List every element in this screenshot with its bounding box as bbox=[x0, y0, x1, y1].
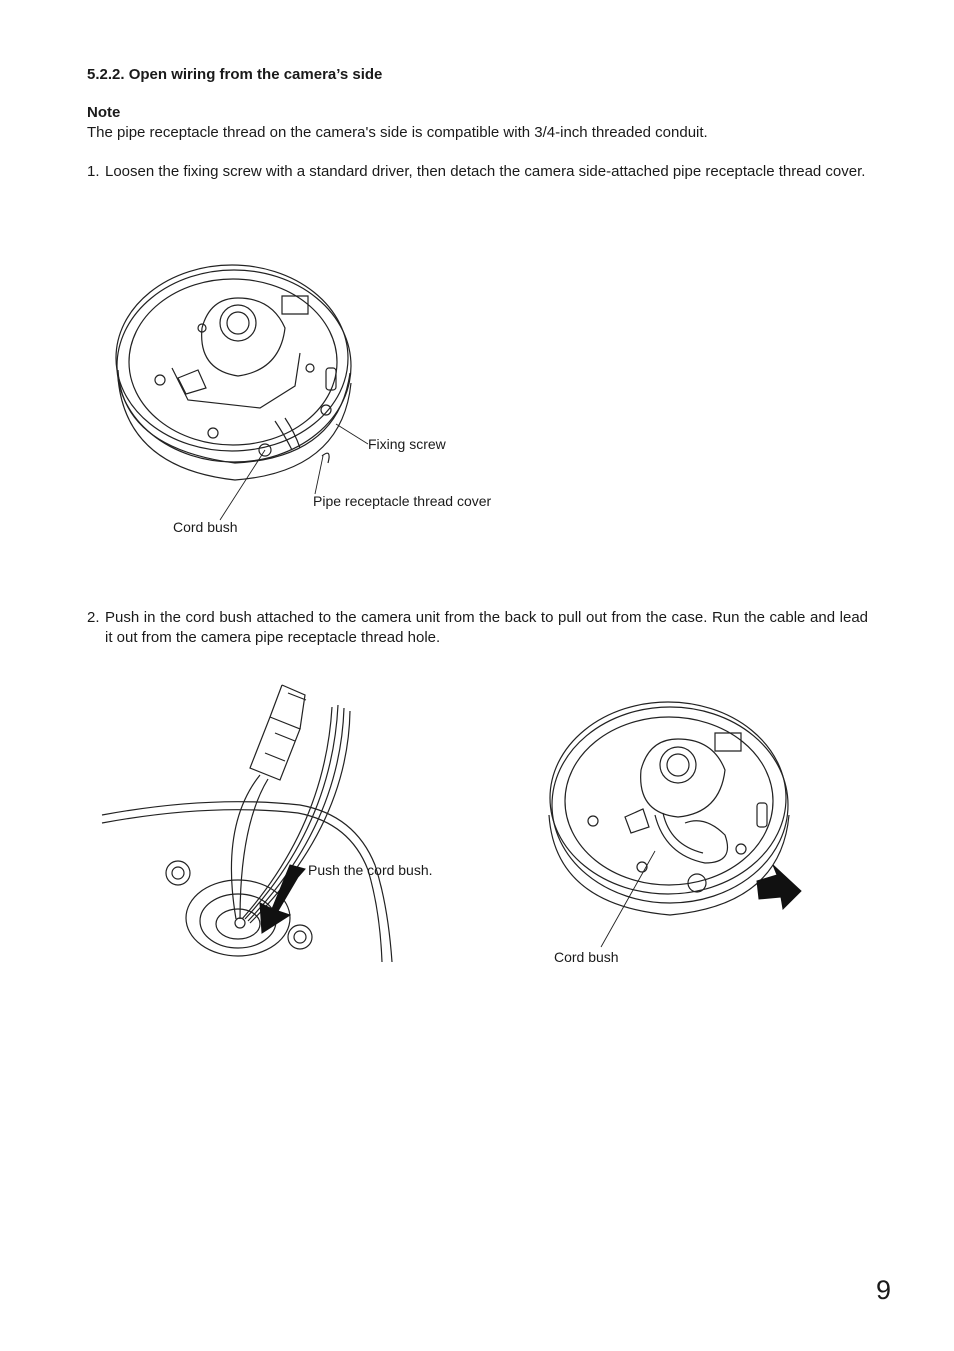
figure3-leader-line bbox=[601, 851, 655, 947]
pull-out-arrow-icon bbox=[757, 865, 801, 909]
step-1-number: 1. bbox=[87, 163, 100, 180]
label-cord-bush: Cord bush bbox=[173, 519, 238, 535]
push-arrow-icon bbox=[260, 865, 305, 933]
note-title: Note bbox=[87, 104, 121, 121]
note-text: The pipe receptacle thread on the camera's side is compatible with 3/4-inch threaded conduit. bbox=[87, 124, 708, 141]
step-1 bbox=[87, 162, 868, 182]
label-push-the-cord-bush: Push the cord bush. bbox=[308, 862, 433, 878]
section-heading: 5.2.2. Open wiring from the camera’s side bbox=[87, 66, 383, 83]
step-2-text: Push in the cord bush attached to the camera unit from the back to pull out from the case. Run the cable and lead it out from the camera pipe receptacle thread hole. bbox=[105, 609, 868, 646]
label-cord-bush-right: Cord bush bbox=[554, 949, 619, 965]
figure-cable-lead-out bbox=[545, 695, 807, 947]
step-2 bbox=[87, 608, 868, 648]
page-number: 9 bbox=[876, 1275, 892, 1305]
step-2-number: 2. bbox=[87, 609, 100, 626]
figure-push-cord-bush bbox=[100, 675, 400, 967]
label-fixing-screw: Fixing screw bbox=[368, 436, 446, 452]
step-1-text: Loosen the fixing screw with a standard driver, then detach the camera side-attached pipe receptacle thread cover. bbox=[105, 163, 866, 180]
label-pipe-receptacle-thread-cover: Pipe receptacle thread cover bbox=[313, 493, 492, 509]
figure-camera-top-view bbox=[110, 258, 370, 508]
